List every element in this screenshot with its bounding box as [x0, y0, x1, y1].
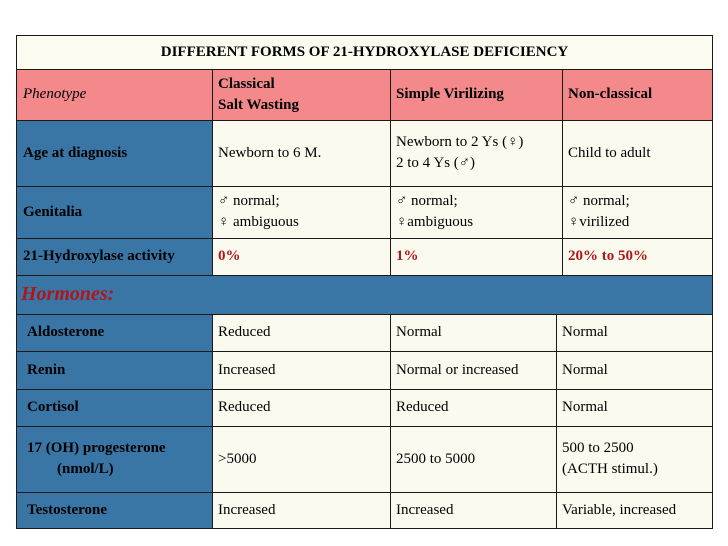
cell-aldosterone-nonclassical: Normal — [556, 314, 712, 351]
column-divider — [212, 314, 213, 528]
row-divider — [16, 69, 713, 70]
header-simple-virilizing: Simple Virilizing — [390, 69, 562, 120]
table-title: DIFFERENT FORMS OF 21-HYDROXYLASE DEFICIENCY — [17, 36, 712, 69]
column-divider — [390, 69, 391, 275]
row-label-17oh-progesterone: 17 (OH) progesterone (nmol/L) — [17, 426, 212, 492]
row-divider — [16, 492, 713, 493]
cell-genitalia-classical: ♂ normal; ♀ ambiguous — [212, 186, 390, 238]
cell-progesterone-nonclassical: 500 to 2500 (ACTH stimul.) — [556, 426, 712, 492]
row-label-renin: Renin — [17, 351, 212, 389]
cell-age-simple: Newborn to 2 Ys (♀) 2 to 4 Ys (♂) — [390, 120, 562, 186]
cell-renin-nonclassical: Normal — [556, 351, 712, 389]
column-divider — [390, 314, 391, 528]
section-hormones: Hormones: — [17, 275, 712, 314]
cell-age-classical: Newborn to 6 M. — [212, 120, 390, 186]
cell-age-nonclassical: Child to adult — [562, 120, 712, 186]
cell-aldosterone-classical: Reduced — [212, 314, 390, 351]
cell-aldosterone-simple: Normal — [390, 314, 556, 351]
cell-genitalia-simple: ♂ normal; ♀ambiguous — [390, 186, 562, 238]
row-label-testosterone: Testosterone — [17, 492, 212, 528]
cell-testosterone-simple: Increased — [390, 492, 556, 528]
row-divider — [16, 275, 713, 276]
cell-renin-simple: Normal or increased — [390, 351, 556, 389]
row-divider — [16, 186, 713, 187]
row-divider — [16, 351, 713, 352]
column-divider — [212, 69, 213, 275]
cell-cortisol-classical: Reduced — [212, 389, 390, 426]
cell-testosterone-classical: Increased — [212, 492, 390, 528]
row-label-genitalia: Genitalia — [17, 186, 212, 238]
row-divider — [16, 120, 713, 121]
row-label-cortisol: Cortisol — [17, 389, 212, 426]
cell-activity-classical: 0% — [212, 238, 390, 275]
cell-cortisol-nonclassical: Normal — [556, 389, 712, 426]
cell-activity-nonclassical: 20% to 50% — [562, 238, 712, 275]
cell-activity-simple: 1% — [390, 238, 562, 275]
row-label-age: Age at diagnosis — [17, 120, 212, 186]
header-phenotype: Phenotype — [17, 69, 212, 120]
cell-genitalia-nonclassical: ♂ normal; ♀virilized — [562, 186, 712, 238]
row-divider — [16, 426, 713, 427]
row-divider — [16, 389, 713, 390]
header-non-classical: Non-classical — [562, 69, 712, 120]
row-label-aldosterone: Aldosterone — [17, 314, 212, 351]
column-divider — [562, 69, 563, 275]
row-divider — [16, 238, 713, 239]
row-label-enzyme-activity: 21-Hydroxylase activity — [17, 238, 212, 275]
cell-progesterone-classical: >5000 — [212, 426, 390, 492]
cell-testosterone-nonclassical: Variable, increased — [556, 492, 712, 528]
table-border-left — [16, 35, 17, 529]
table-border-right — [712, 35, 713, 529]
table-border-bottom — [16, 528, 713, 529]
table-border-top — [16, 35, 713, 36]
header-classical-salt-wasting: Classical Salt Wasting — [212, 69, 390, 120]
cell-cortisol-simple: Reduced — [390, 389, 556, 426]
cell-progesterone-simple: 2500 to 5000 — [390, 426, 556, 492]
row-divider — [16, 314, 713, 315]
column-divider — [556, 314, 557, 528]
cell-renin-classical: Increased — [212, 351, 390, 389]
